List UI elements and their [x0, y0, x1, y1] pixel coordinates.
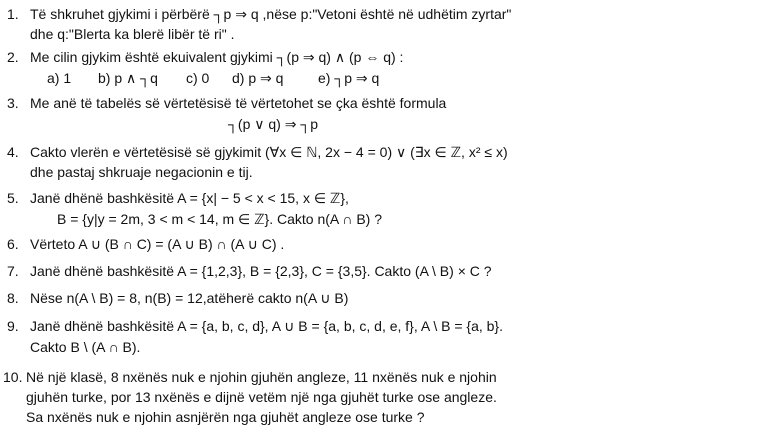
option-a: a) 1	[47, 70, 72, 86]
question-text-line: Me anë të tabelës së vërtetësisë të vërtetohet se çka është formula	[30, 95, 447, 111]
question-text-line: dhe pastaj shkruaje negacionin e tij.	[30, 164, 253, 180]
question-text-line: Cakto vlerën e vërtetësisë së gjykimit (∀x ∈ ℕ, 2x − 4 = 0) ∨ (∃x ∈ ℤ, x² ≤ x)	[30, 144, 508, 160]
question-text-line: Të shkruhet gjykimi i përbërë ┐p ⇒ q ,nëse p:"Vetoni është në udhëtim zyrtar"	[30, 6, 512, 22]
question-text-line: Me cilin gjykim është ekuivalent gjykimi ┐(p ⇒ q) ∧ (p ⇔ q) :	[30, 49, 404, 65]
question-text-line: Janë dhënë bashkësitë A = {a, b, c, d}, A ∪ B = {a, b, c, d, e, f}, A \ B = {a, b}.	[30, 318, 503, 334]
question-number: 6.	[7, 236, 19, 252]
question-text-line: Janë dhënë bashkësitë A = {x| − 5 < x < 15, x ∈ ℤ},	[30, 190, 349, 206]
question-text-line: Janë dhënë bashkësitë A = {1,2,3}, B = {2,3}, C = {3,5}. Cakto (A \ B) × C ?	[30, 263, 492, 279]
question-number: 9.	[7, 318, 19, 334]
question-text-line: Cakto B \ (A ∩ B).	[30, 339, 141, 355]
question-number: 7.	[7, 263, 19, 279]
question-text-line: Në një klasë, 8 nxënës nuk e njohin gjuhën angleze, 11 nxënës nuk e njohin	[26, 369, 497, 385]
question-text-line: dhe q:"Blerta ka blerë libër të ri" .	[30, 26, 235, 42]
question-text-line: Sa nxënës nuk e njohin asnjërën nga gjuhët angleze ose turke ?	[26, 409, 425, 425]
formula: ┐(p ∨ q) ⇒ ┐p	[228, 116, 319, 132]
question-number: 2.	[7, 49, 19, 65]
question-number: 8.	[7, 290, 19, 306]
option-b: b) p ∧ ┐q	[98, 70, 158, 86]
question-text-line: Vërteto A ∪ (B ∩ C) = (A ∪ B) ∩ (A ∪ C) .	[30, 236, 285, 252]
option-c: c) 0	[186, 70, 210, 86]
question-text-line: B = {y|y = 2m, 3 < m < 14, m ∈ ℤ}. Cakto n(A ∩ B) ?	[57, 211, 383, 227]
question-number: 10.	[3, 369, 23, 385]
question-number: 5.	[7, 190, 19, 206]
question-number: 1.	[7, 6, 19, 22]
option-d: d) p ⇒ q	[232, 70, 284, 86]
question-number: 4.	[7, 144, 19, 160]
option-e: e) ┐p ⇒ q	[318, 70, 380, 86]
question-number: 3.	[7, 95, 19, 111]
question-text-line: gjuhën turke, por 13 nxënës e dijnë vetëm një nga gjuhët turke ose angleze.	[26, 389, 497, 405]
question-text-line: Nëse n(A \ B) = 8, n(B) = 12,atëherë cakto n(A ∪ B)	[30, 290, 349, 306]
